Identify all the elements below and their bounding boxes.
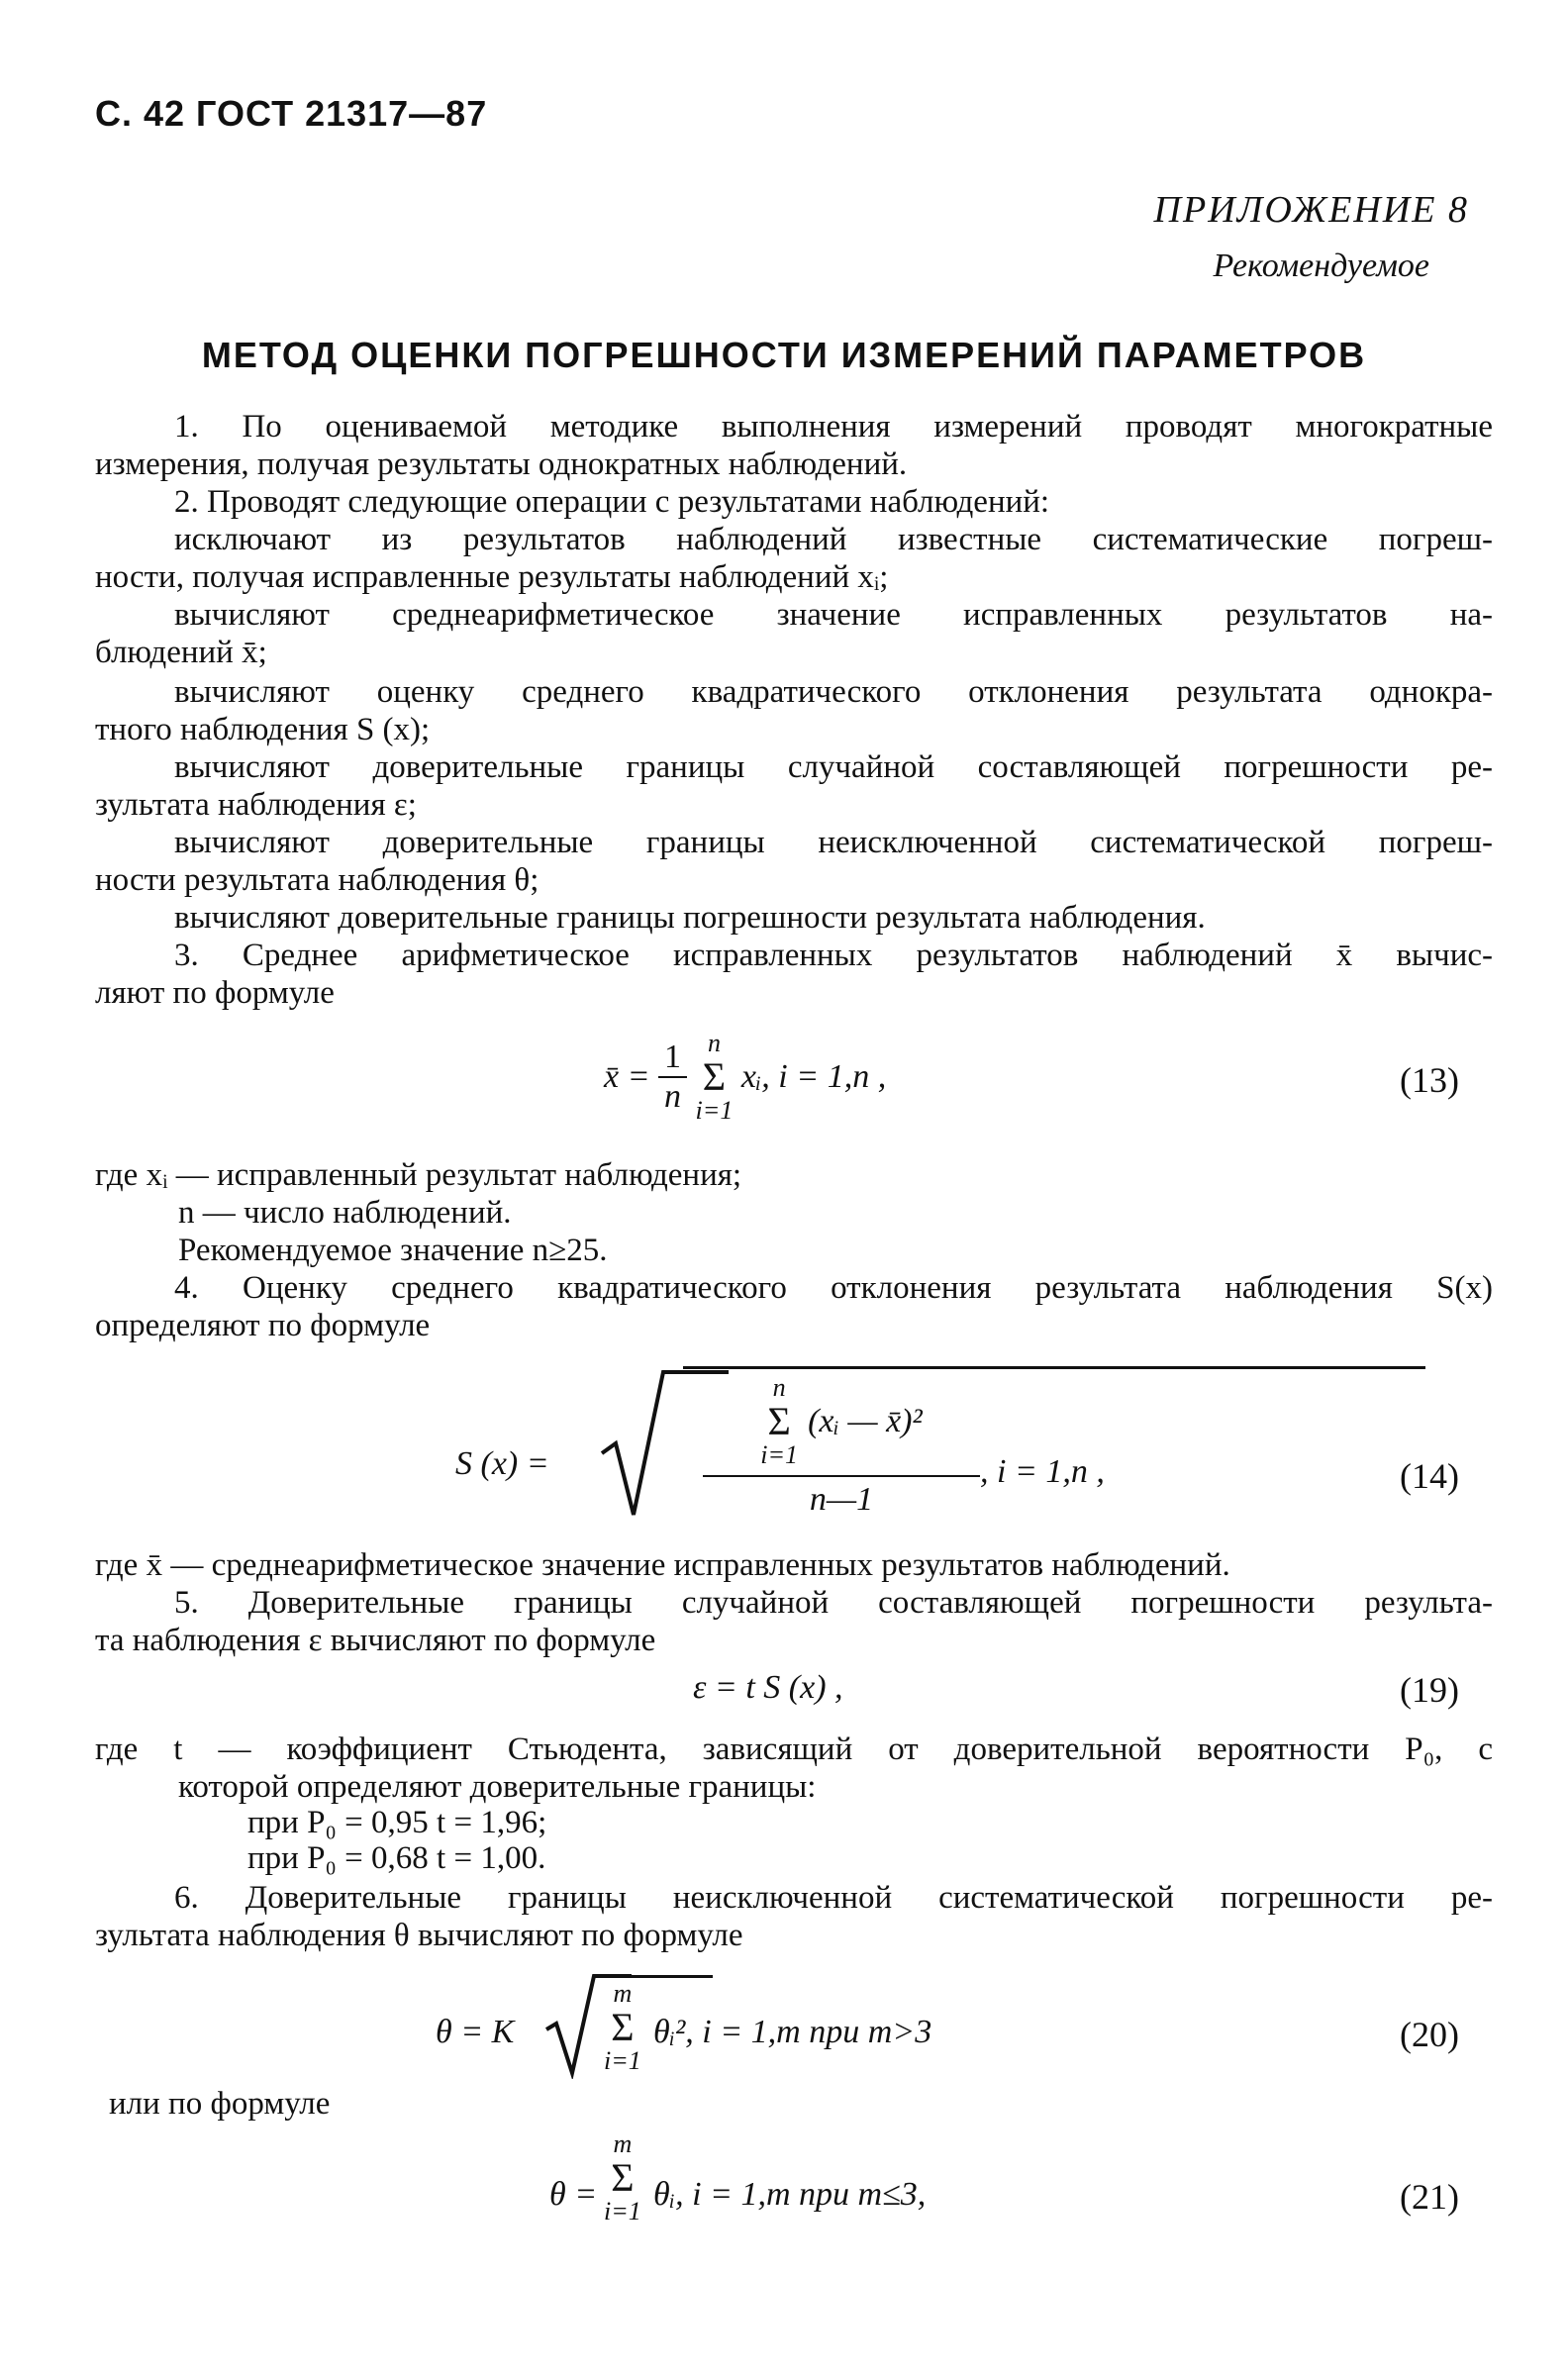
paragraph-2-line-12: вычисляют доверительные границы погрешности результата наблюдения. xyxy=(174,900,1206,936)
root-bar xyxy=(630,1975,713,1978)
eq21-sum-bottom: i=1 xyxy=(604,2197,641,2226)
eq14-number: (14) xyxy=(1400,1456,1459,1496)
paragraph-3-line-2: ляют по формуле xyxy=(95,975,335,1011)
eq13-numerator: 1 xyxy=(658,1039,687,1078)
sigma-icon: Σ xyxy=(702,1054,727,1099)
eq13-body: xᵢ, i = 1,n , xyxy=(740,1058,887,1095)
eq20-lhs: θ = K xyxy=(436,2014,515,2050)
eq20-sum-top: m xyxy=(613,1979,633,2008)
paragraph-6-line-2: зультата наблюдения θ вычисляют по формуле xyxy=(95,1918,743,1953)
root-bar xyxy=(683,1366,1425,1369)
eq21-sum xyxy=(604,2130,641,2226)
paragraph-2-line-10: вычисляют доверительные границы неисключенной систематической погреш- xyxy=(174,825,1493,860)
eq21-sum-top: m xyxy=(613,2129,633,2158)
paragraph-2-line-2: исключают из результатов наблюдений известные систематические погреш- xyxy=(174,522,1493,557)
eq13-sum xyxy=(696,1030,734,1125)
equation-14 xyxy=(0,1366,1568,1525)
eq13-lhs: x̄ = xyxy=(604,1058,650,1095)
eq13-denominator: n xyxy=(664,1078,682,1115)
eq21-body: θᵢ, i = 1,m при m≤3, xyxy=(653,2176,927,2213)
eq14-sum-bottom: i=1 xyxy=(760,1440,799,1469)
sigma-icon: Σ xyxy=(767,1399,791,1443)
eq14-lhs: S (x) = xyxy=(455,1445,549,1482)
eq21-number: (21) xyxy=(1400,2177,1459,2217)
equation-20 xyxy=(0,1970,1568,2079)
paragraph-2-line-1: 2. Проводят следующие операции с результатами наблюдений: xyxy=(174,484,1050,520)
eq14-sum-top: n xyxy=(772,1373,786,1402)
eq20-sum-bottom: i=1 xyxy=(604,2046,641,2075)
where-19-line-4: при P₀ = 0,68 t = 1,00. xyxy=(247,1840,546,1876)
equation-21 xyxy=(0,2128,1568,2237)
where-13-line-2: n — число наблюдений. xyxy=(178,1195,512,1231)
paragraph-4-line-1: 4. Оценку среднего квадратического отклонения результата наблюдения S(x) xyxy=(174,1270,1493,1306)
appendix-subtitle: Рекомендуемое xyxy=(1213,247,1429,284)
eq20-body: θᵢ², i = 1,m при m>3 xyxy=(653,2014,932,2050)
paragraph-1-line-1: 1. По оцениваемой методике выполнения измерений проводят многократные xyxy=(174,409,1493,445)
paragraph-2-line-4: вычисляют среднеарифметическое значение исправленных результатов на- xyxy=(174,597,1493,633)
paragraph-6-line-1: 6. Доверительные границы неисключенной систематической погрешности ре- xyxy=(174,1880,1493,1916)
eq14-tail: , i = 1,n , xyxy=(980,1453,1105,1490)
eq13-number: (13) xyxy=(1400,1060,1459,1100)
eq14-sum xyxy=(760,1374,798,1469)
paragraph-2-line-11: ности результата наблюдения θ; xyxy=(95,862,539,898)
or-formula: или по формуле xyxy=(109,2086,331,2122)
where-19-line-2: которой определяют доверительные границы: xyxy=(178,1769,817,1805)
eq13-sum-top: n xyxy=(707,1029,721,1057)
page-header: С. 42 ГОСТ 21317—87 xyxy=(95,93,488,134)
eq14-numerator: (xᵢ — x̄)² xyxy=(808,1403,923,1439)
eq19-number: (19) xyxy=(1400,1670,1459,1710)
paragraph-1-line-2: измерения, получая результаты однократных наблюдений. xyxy=(95,446,908,482)
eq19-body: ε = t S (x) , xyxy=(693,1669,843,1706)
paragraph-2-line-6: вычисляют оценку среднего квадратического отклонения результата однокра- xyxy=(174,674,1493,710)
where-14: где x̄ — среднеарифметическое значение исправленных результатов наблюдений. xyxy=(95,1547,1230,1583)
where-13-line-1: где xᵢ — исправленный результат наблюдения; xyxy=(95,1157,742,1193)
paragraph-5-line-2: та наблюдения ε вычисляют по формуле xyxy=(95,1623,656,1658)
sigma-icon: Σ xyxy=(611,2005,635,2049)
where-19-line-1: где t — коэффициент Стьюдента, зависящий от доверительной вероятности P₀, с xyxy=(95,1731,1493,1767)
sigma-icon: Σ xyxy=(611,2155,635,2200)
where-13-line-3: Рекомендуемое значение n≥25. xyxy=(178,1233,608,1268)
paragraph-2-line-9: зультата наблюдения ε; xyxy=(95,787,417,823)
paragraph-4-line-2: определяют по формуле xyxy=(95,1308,431,1343)
eq20-number: (20) xyxy=(1400,2015,1459,2054)
paragraph-3-line-1: 3. Среднее арифметическое исправленных результатов наблюдений x̄ вычис- xyxy=(174,938,1493,973)
eq14-fraction xyxy=(703,1374,980,1519)
paragraph-2-line-5: блюдений x̄; xyxy=(95,635,267,670)
paragraph-2-line-3: ности, получая исправленные результаты наблюдений xᵢ; xyxy=(95,559,889,595)
paragraph-2-line-8: вычисляют доверительные границы случайной составляющей погрешности ре- xyxy=(174,749,1493,785)
paragraph-5-line-1: 5. Доверительные границы случайной составляющей погрешности результа- xyxy=(174,1585,1493,1621)
eq13-sum-bottom: i=1 xyxy=(695,1096,734,1125)
eq13-fraction xyxy=(658,1039,687,1116)
where-19-line-3: при P₀ = 0,95 t = 1,96; xyxy=(247,1805,547,1840)
eq20-sum xyxy=(604,1980,641,2075)
document-title: МЕТОД ОЦЕНКИ ПОГРЕШНОСТИ ИЗМЕРЕНИЙ ПАРАМЕТРОВ xyxy=(201,335,1367,375)
eq14-denominator: n—1 xyxy=(809,1481,874,1518)
eq21-lhs: θ = xyxy=(549,2176,598,2213)
appendix-title: ПРИЛОЖЕНИЕ 8 xyxy=(1153,189,1469,231)
paragraph-2-line-7: тного наблюдения S (x); xyxy=(95,712,431,747)
